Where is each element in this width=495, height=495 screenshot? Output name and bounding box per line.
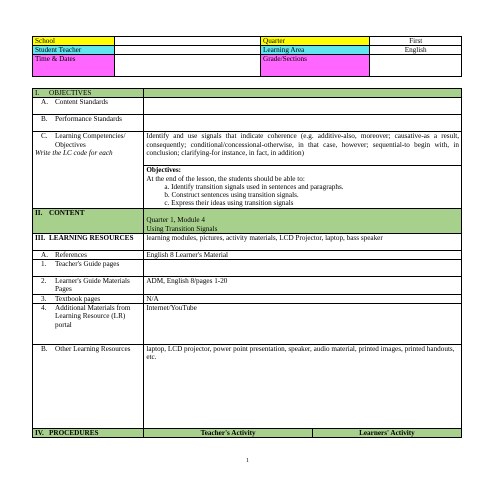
teachers-guide-row: 1. Teacher's Guide pages	[33, 260, 462, 277]
procedures-number: IV.	[35, 428, 44, 437]
time-dates-label: Time & Dates	[33, 55, 115, 77]
content-quarter: Quarter 1, Module 4	[146, 216, 206, 225]
resources-value: learning modules, pictures, activity materials, LCD Projector, laptop, bass speaker	[144, 233, 462, 250]
resources-number: III.	[35, 233, 46, 242]
other-resources-label: Other Learning Resources	[55, 344, 131, 353]
other-resources-value: laptop, LCD projector, power point presentation, speaker, audio material, printed images, printed handouts, etc.	[144, 344, 462, 428]
header-table	[32, 36, 462, 77]
learning-competencies-label: Learning Competencies/ Objectives	[55, 132, 126, 149]
grade-sections-value	[370, 55, 462, 77]
other-resources-row: B. Other Learning Resources laptop, LCD projector, power point presentation, speaker, audio material, printed images, printed handouts, etc.	[33, 344, 462, 428]
performance-standards-label: Performance Standards	[55, 115, 122, 124]
performance-standards-row: B. Performance Standards	[33, 115, 462, 132]
objectives-heading: OBJECTIVES	[49, 89, 92, 97]
student-teacher-value	[115, 46, 261, 55]
quarter-label: Quarter	[261, 37, 370, 46]
resources-label: LEARNING RESOURCES	[49, 233, 134, 242]
school-value	[115, 37, 261, 46]
content-row	[33, 209, 462, 234]
textbook-row: 3. Textbook pages N/A	[33, 294, 462, 303]
learners-activity-header: Learners' Activity	[312, 428, 461, 437]
references-label: References	[55, 250, 87, 259]
quarter-value: First	[370, 37, 462, 46]
page-number: 1	[246, 458, 249, 464]
teachers-guide-label: Teacher's Guide pages	[55, 260, 120, 269]
objectives-row	[33, 89, 462, 98]
references-value: English 8 Learner's Material	[144, 250, 462, 259]
content-standards-label: Content Standards	[55, 98, 108, 107]
lesson-plan-table	[32, 88, 462, 438]
school-label: School	[33, 37, 115, 46]
objectives-list	[146, 183, 459, 208]
teachers-guide-value	[144, 260, 462, 277]
content-number: II.	[35, 209, 43, 218]
objective-item: a. Identify transition signals used in sentences and paragraphs.	[164, 182, 344, 191]
learners-guide-label: Learner's Guide Materials Pages	[55, 277, 130, 294]
teacher-activity-header: Teacher's Activity	[144, 428, 313, 437]
learning-competencies-text: Identify and use signals that indicate coherence (e.g. additive-also, moreover; causative-as a result, consequently; conditional/concessional-otherwise, in that case, however; sequential-to begin with, in conclusion; clarifying-for instance, in fact, in addition)	[144, 132, 462, 166]
learning-area-value: English	[370, 46, 462, 55]
objective-item: b. Construct sentences using transition signals.	[164, 191, 299, 200]
objectives-intro: At the end of the lesson, the students should be able to:	[146, 174, 305, 183]
textbook-label: Textbook pages	[55, 294, 101, 303]
learning-resources-row	[33, 233, 462, 250]
objectives-number: I.	[35, 89, 40, 97]
time-dates-value	[115, 55, 261, 77]
procedures-label: PROCEDURES	[49, 428, 99, 437]
additional-materials-row: 4. Additional Materials from Learning Resource (LR) portal Internet/YouTube	[33, 303, 462, 344]
references-row: A. References English 8 Learner's Material	[33, 250, 462, 259]
learners-guide-value: ADM, English 8/pages 1-20	[144, 277, 462, 295]
objectives-title: Objectives:	[146, 166, 182, 175]
learning-area-label: Learning Area	[261, 46, 370, 55]
content-topic: Using Transition Signals	[146, 224, 218, 233]
textbook-value: N/A	[144, 294, 462, 303]
lc-code-note: Write the LC code for each	[35, 148, 113, 157]
procedures-row	[33, 428, 462, 437]
learning-competencies-row: C. Learning Competencies/ Objectives Write the LC code for each Identify and use signals that indicate coherence (e.g. additive-also, moreover; causative-as a result, consequently; conditional/concessional-otherwise, in that case, however; sequential-to begin with, in conclusion; clarifying-for instance, in fact, in addition)	[33, 132, 462, 166]
additional-materials-value: Internet/YouTube	[144, 303, 462, 344]
content-label: CONTENT	[49, 209, 85, 218]
grade-sections-label: Grade/Sections	[261, 55, 370, 77]
objective-item: c. Express their ideas using transition signals	[164, 199, 294, 208]
content-standards-row: A. Content Standards	[33, 98, 462, 115]
additional-materials-label: Additional Materials from Learning Resource (LR) portal	[55, 303, 131, 329]
student-teacher-label: Student Teacher	[33, 46, 115, 55]
learners-guide-row: 2. Learner's Guide Materials Pages ADM, English 8/pages 1-20	[33, 277, 462, 295]
